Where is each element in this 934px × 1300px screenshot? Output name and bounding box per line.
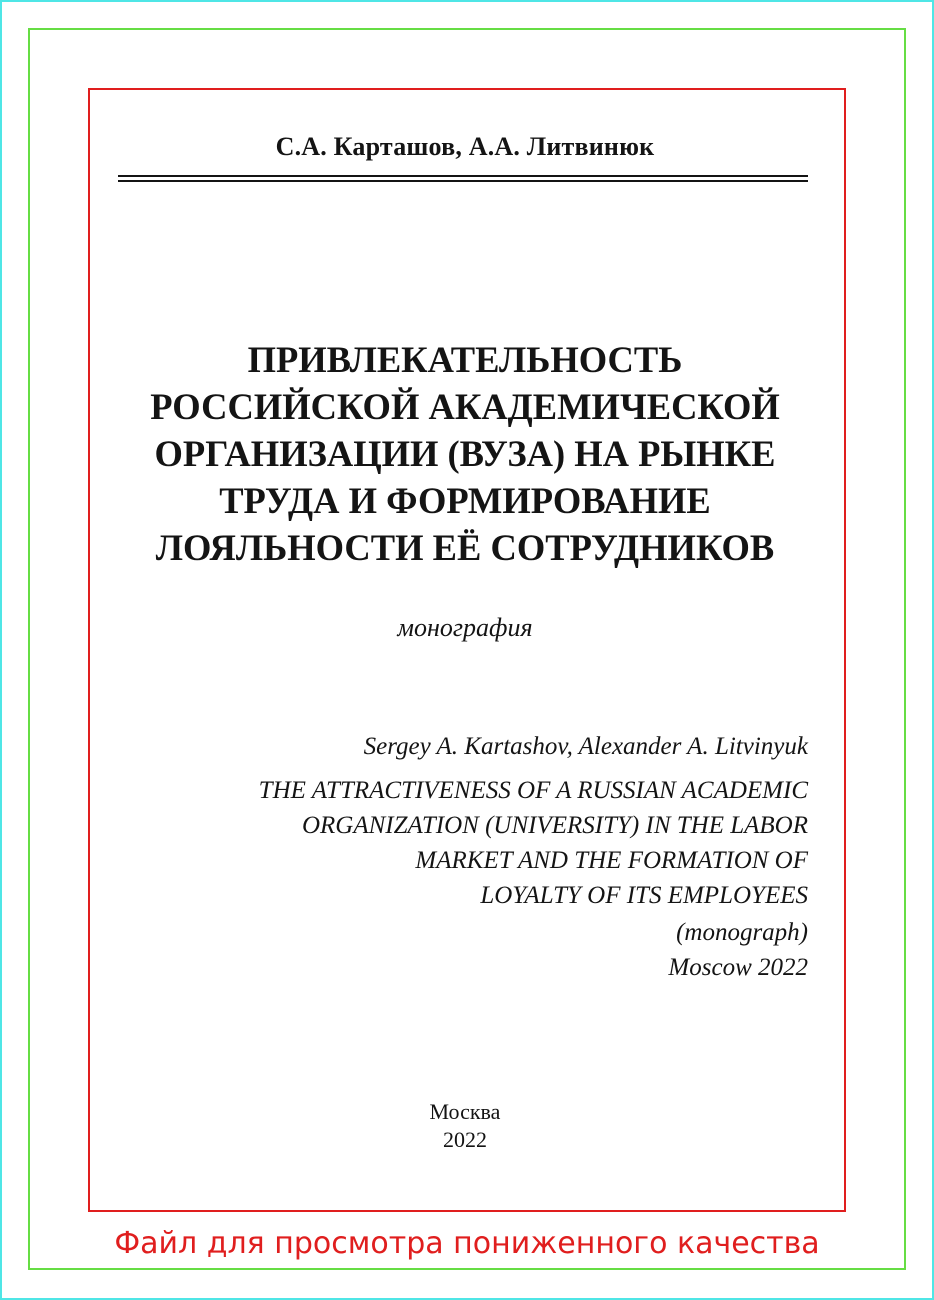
- title-en-line: LOYALTY OF ITS EMPLOYEES: [480, 882, 808, 909]
- title-ru-line: ПРИВЛЕКАТЕЛЬНОСТЬ: [247, 339, 683, 380]
- imprint: [90, 1098, 840, 1154]
- year: 2022: [443, 1127, 487, 1152]
- place-year-en: Moscow 2022: [668, 954, 808, 981]
- genre-en: (monograph): [676, 919, 808, 946]
- header-rule-top: [118, 175, 808, 177]
- title-ru-line: ЛОЯЛЬНОСТИ ЕЁ СОТРУДНИКОВ: [155, 527, 775, 568]
- preview-watermark: Файл для просмотра пониженного качества: [114, 1226, 820, 1261]
- genre-ru: монография: [397, 613, 533, 642]
- authors-en: Sergey A. Kartashov, Alexander A. Litvinyuk: [363, 733, 808, 760]
- content-frame: [88, 88, 846, 1212]
- city-ru: Москва: [429, 1099, 501, 1124]
- title-en-line: ORGANIZATION (UNIVERSITY) IN THE LABOR: [301, 812, 808, 839]
- title-en-line: THE ATTRACTIVENESS OF A RUSSIAN ACADEMIC: [258, 777, 808, 804]
- authors-ru: С.А. Карташов, А.А. Литвинюк: [275, 132, 655, 161]
- title-en: [120, 773, 808, 913]
- header-rule-bottom: [118, 180, 808, 182]
- title-ru-line: ТРУДА И ФОРМИРОВАНИЕ: [219, 480, 711, 521]
- title-ru-line: ОРГАНИЗАЦИИ (ВУЗА) НА РЫНКЕ: [154, 433, 776, 474]
- title-ru: [100, 336, 830, 571]
- title-en-line: MARKET AND THE FORMATION OF: [415, 847, 808, 874]
- title-ru-line: РОССИЙСКОЙ АКАДЕМИЧЕСКОЙ: [150, 386, 780, 427]
